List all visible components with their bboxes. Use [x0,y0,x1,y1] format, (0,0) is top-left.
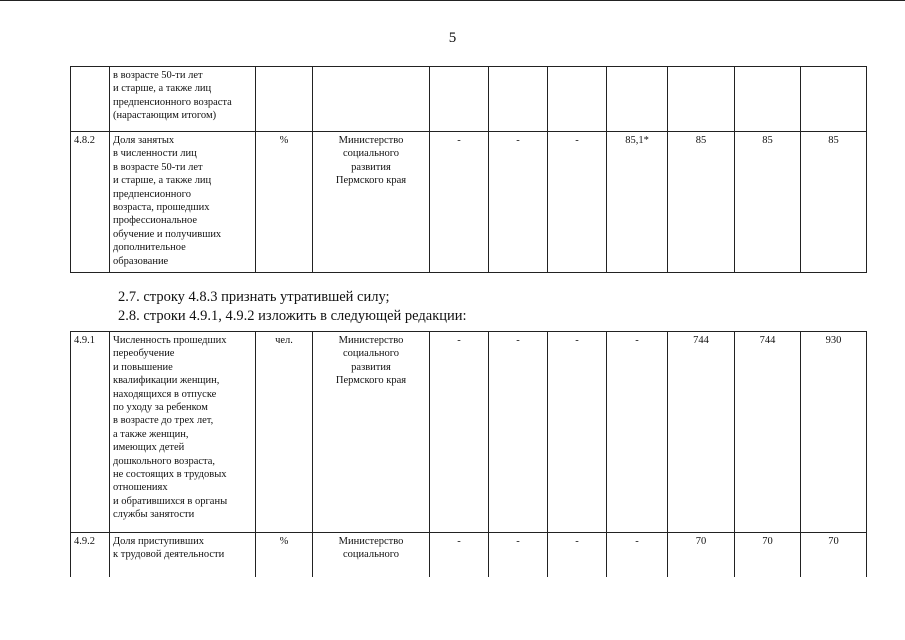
indicator-description: Численность прошедших переобучение и повышение квалификации женщин, находящихся в отпуске по уходу за ребенком в возрасте до трех лет, а также женщин, имеющих детей дошкольного возраста, не состоящих в трудовых отношениях и обратившихся в органы службы занятости [110,332,256,533]
indicators-table-upper [70,66,867,273]
responsible-org [313,67,430,132]
responsible-org: Министерство социального развития Пермского края [313,332,430,533]
value-cell: 930 [801,332,867,533]
table-row [71,132,867,273]
value-cell: - [607,332,668,533]
responsible-org: Министерство социального [313,533,430,578]
table-row [71,332,867,533]
value-cell: - [548,332,607,533]
value-cell [801,67,867,132]
value-cell: 85,1* [607,132,668,273]
value-cell: - [548,132,607,273]
value-cell: - [607,533,668,578]
value-cell: - [489,533,548,578]
indicator-description: в возрасте 50-ти лет и старше, а также лиц предпенсионного возраста (нарастающим итогом) [110,67,256,132]
value-cell: 744 [735,332,801,533]
indicator-description: Доля приступивших к трудовой деятельности [110,533,256,578]
unit-cell [256,67,313,132]
top-edge-line [0,0,905,1]
page-number: 5 [448,30,457,46]
value-cell: - [489,332,548,533]
value-cell [430,67,489,132]
table-row [71,67,867,132]
value-cell [607,67,668,132]
value-cell: 70 [801,533,867,578]
value-cell: 85 [668,132,735,273]
row-number: 4.8.2 [71,132,110,273]
unit-cell: чел. [256,332,313,533]
row-number [71,67,110,132]
value-cell: 85 [801,132,867,273]
indicators-table-lower [70,331,867,577]
row-number: 4.9.2 [71,533,110,578]
indicator-description: Доля занятых в численности лиц в возрасте 50-ти лет и старше, а также лиц предпенсионного возраста, прошедших профессиональное обучение и получивших дополнительное образование [110,132,256,273]
unit-cell: % [256,132,313,273]
value-cell: 744 [668,332,735,533]
unit-cell: % [256,533,313,578]
value-cell: - [489,132,548,273]
instruction-line: 2.7. строку 4.8.3 признать утратившей силу; [118,289,390,305]
value-cell [548,67,607,132]
row-number: 4.9.1 [71,332,110,533]
value-cell: - [430,332,489,533]
value-cell: 70 [668,533,735,578]
value-cell: 85 [735,132,801,273]
value-cell [489,67,548,132]
value-cell: - [430,132,489,273]
value-cell: - [430,533,489,578]
responsible-org: Министерство социального развития Пермского края [313,132,430,273]
table-row [71,533,867,578]
value-cell [735,67,801,132]
value-cell: 70 [735,533,801,578]
instruction-line: 2.8. строки 4.9.1, 4.9.2 изложить в следующей редакции: [118,308,467,324]
value-cell: - [548,533,607,578]
value-cell [668,67,735,132]
